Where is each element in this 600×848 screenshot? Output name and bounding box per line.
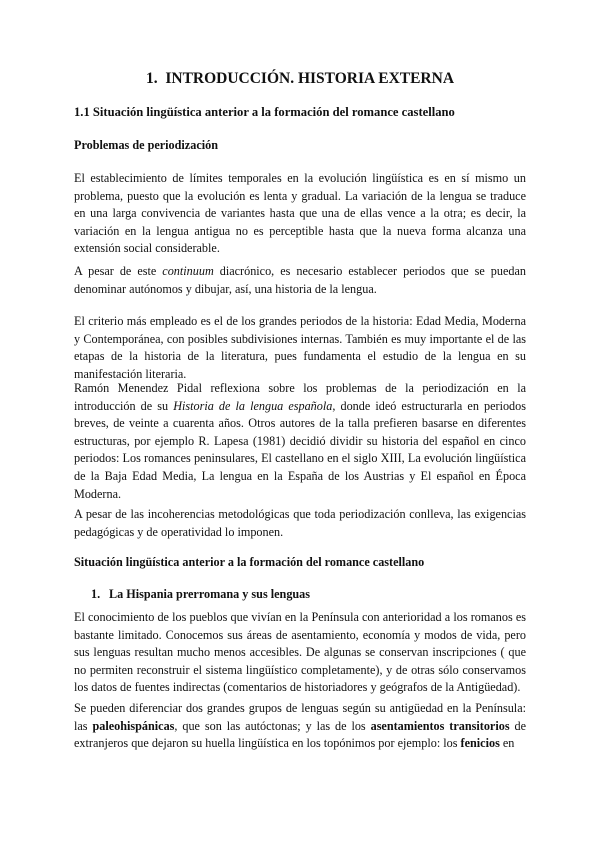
paragraph-5: A pesar de las incoherencias metodológicas que toda periodización conlleva, las exigencias pedagógicas y de operatividad lo imponen. <box>74 507 526 539</box>
subheading-hispania <box>91 585 521 603</box>
heading-situacion: Situación lingüística anterior a la formación del romance castellano <box>74 555 425 569</box>
subheading-text: La Hispania prerromana y sus lenguas <box>109 587 311 601</box>
book-title: Historia de la lengua española <box>173 398 333 413</box>
title-text: INTRODUCCIÓN. HISTORIA EXTERNA <box>165 70 455 87</box>
paragraph-2: A pesar de este continuum diacrónico, es necesario establecer periodos que se puedan denominar autónomos y dibujar, así, una historia de la lengua. <box>74 264 527 296</box>
paragraph-3: El criterio más empleado es el de los grandes periodos de la historia: Edad Media, Moderna y Contemporánea, con posibles subdivisiones internas. También es muy importante el de las etapas de la historia de la literatura, pues fundamenta el estudio de la lengua en su manifestación literaria. <box>74 314 526 381</box>
paragraph-1: El establecimiento de límites temporales en la evolución lingüística es en sí mismo un problema, puesto que la evolución es lenta y gradual. La variación de la lengua se traduce en una larga convivencia de variantes hasta que una de ellas vence a la otra; es decir, la variación en la lengua antigua no es perceptible hasta que la nueva forma alcanza una extensión social considerable. <box>74 171 526 256</box>
term-continuum: continuum <box>162 264 214 278</box>
page-title <box>0 69 600 89</box>
term-asentamientos: asentamientos transitorios <box>370 718 510 733</box>
section-heading-1-1: 1.1 Situación lingüística anterior a la formación del romance castellano <box>74 105 455 119</box>
paragraph-6: El conocimiento de los pueblos que vivían en la Península con anterioridad a los romanos es bastante limitado. Conocemos sus áreas de asentamiento, economía y modos de vida, pero sus lenguas resultan mucho menos accesibles. De algunas se conservan inscripciones ( que no permiten reconstruir el sistema lingüístico completamente), y de otras sólo conservamos los datos de fuentes indirectas (comentarios de historiadores y geógrafos de la Antigüedad). <box>74 610 526 695</box>
heading-periodizacion: Problemas de periodización <box>74 138 218 152</box>
subheading-number: 1. <box>91 587 101 601</box>
term-fenicios: fenicios <box>460 736 500 751</box>
paragraph-7: Se pueden diferenciar dos grandes grupos de lenguas según su antigüedad en la Península: las paleohispánicas, que son las autóctonas; y las de los asentamientos transitorios de extranjeros que dejaron su huella lingüística en los topónimos por ejemplo: los fenicios en <box>74 701 526 751</box>
paragraph-4: Ramón Menendez Pidal reflexiona sobre los problemas de la periodización en la introducción de su Historia de la lengua española, donde ideó estructurarla en periodos breves, de veinte a cuarenta años. Otros autores de la talla prefieren basarse en diferentes estructuras, por ejemplo R. Lapesa (1981) decidió dividir su historia del español en cinco periodos: Los romances peninsulares, El castellano en el siglo XIII, La evolución lingüística de la Baja Edad Media, La lengua en la España de los Austrias y El español en Época Moderna. <box>74 381 526 501</box>
title-number: 1. <box>145 70 158 87</box>
term-paleohispanicas: paleohispánicas <box>92 718 175 733</box>
